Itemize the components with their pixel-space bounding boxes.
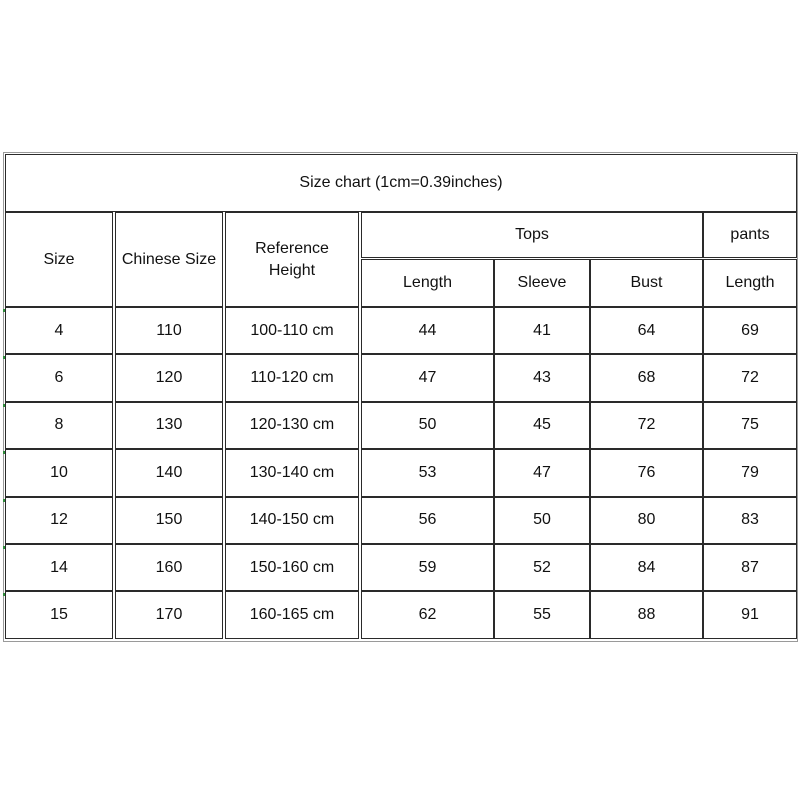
cell-value: 44	[418, 321, 437, 339]
cell-value: 120-130 cm	[249, 416, 335, 434]
header-tops-text: Tops	[515, 226, 549, 243]
cell-value: 150	[155, 511, 183, 529]
cell-value: 64	[637, 321, 656, 339]
cell-value: 10	[50, 463, 68, 481]
header-tops-sleeve	[494, 259, 590, 307]
header-pants-length-text: Length	[725, 274, 775, 291]
cell-size	[5, 307, 113, 354]
cell-chinese-size	[115, 354, 223, 401]
cell-tops-sleeve	[494, 591, 590, 638]
cell-value: 140	[155, 463, 183, 481]
cell-value: 140-150 cm	[249, 511, 335, 529]
cell-value: 110	[156, 321, 182, 339]
cell-pants-length	[703, 449, 797, 496]
cell-tops-length	[361, 591, 494, 638]
header-chinese-size-text: Chinese Size	[121, 250, 217, 268]
cell-size	[5, 402, 113, 449]
cell-reference-height	[225, 591, 359, 638]
cell-reference-height	[225, 307, 359, 354]
cell-tops-length	[361, 402, 494, 449]
cell-value: 47	[418, 369, 437, 387]
cell-pants-length	[703, 354, 797, 401]
cell-tops-sleeve	[494, 307, 590, 354]
cell-value: 170	[155, 606, 183, 624]
cell-tops-sleeve	[494, 402, 590, 449]
cell-tops-length	[361, 544, 494, 591]
header-tops	[361, 212, 703, 258]
cell-value: 50	[418, 416, 437, 434]
chart-title-text: Size chart (1cm=0.39inches)	[299, 174, 503, 191]
cell-tops-sleeve	[494, 449, 590, 496]
cell-value: 15	[50, 606, 68, 624]
cell-tops-bust	[590, 402, 703, 449]
cell-value: 43	[533, 369, 551, 387]
cell-pants-length	[703, 591, 797, 638]
header-tops-bust-text: Bust	[630, 274, 663, 291]
cell-reference-height	[225, 449, 359, 496]
cell-tops-bust	[590, 449, 703, 496]
cell-size	[5, 497, 113, 544]
cell-value: 87	[741, 558, 759, 576]
header-pants	[703, 212, 797, 258]
cell-value: 83	[741, 511, 759, 529]
cell-value: 45	[533, 416, 551, 434]
cell-value: 72	[741, 369, 759, 387]
cell-pants-length	[703, 497, 797, 544]
chart-title	[5, 154, 797, 212]
cell-value: 130-140 cm	[249, 463, 335, 481]
cell-value: 8	[54, 416, 64, 434]
cell-chinese-size	[115, 402, 223, 449]
cell-value: 56	[418, 511, 437, 529]
cell-value: 79	[741, 463, 759, 481]
cell-value: 110-120 cm	[250, 369, 334, 387]
cell-value: 120	[155, 369, 183, 387]
cell-reference-height	[225, 497, 359, 544]
cell-value: 59	[418, 558, 437, 576]
cell-value: 50	[533, 511, 551, 529]
cell-value: 41	[533, 321, 551, 339]
size-chart	[3, 152, 798, 642]
cell-value: 72	[637, 416, 656, 434]
header-tops-bust	[590, 259, 703, 307]
header-size-text: Size	[43, 250, 75, 268]
cell-tops-sleeve	[494, 544, 590, 591]
cell-value: 160	[155, 558, 183, 576]
header-tops-length-text: Length	[403, 274, 452, 291]
cell-value: 53	[418, 463, 437, 481]
cell-tops-bust	[590, 307, 703, 354]
cell-tops-bust	[590, 591, 703, 638]
cell-value: 80	[637, 511, 656, 529]
cell-tops-bust	[590, 497, 703, 544]
cell-value: 52	[533, 558, 551, 576]
cell-tops-bust	[590, 354, 703, 401]
header-tops-sleeve-text: Sleeve	[517, 274, 567, 291]
cell-value: 75	[741, 416, 759, 434]
cell-size	[5, 354, 113, 401]
cell-value: 91	[741, 606, 759, 624]
cell-value: 14	[50, 558, 68, 576]
cell-size	[5, 449, 113, 496]
header-chinese-size	[115, 212, 223, 307]
cell-chinese-size	[115, 591, 223, 638]
cell-tops-length	[361, 449, 494, 496]
cell-reference-height	[225, 544, 359, 591]
cell-value: 69	[741, 321, 759, 339]
cell-reference-height	[225, 402, 359, 449]
cell-chinese-size	[115, 449, 223, 496]
cell-value: 12	[50, 511, 68, 529]
cell-tops-sleeve	[494, 497, 590, 544]
cell-value: 150-160 cm	[249, 558, 335, 576]
cell-value: 47	[533, 463, 551, 481]
cell-tops-length	[361, 497, 494, 544]
cell-value: 88	[637, 606, 656, 624]
header-reference-height-text: Reference Height	[255, 239, 329, 279]
cell-chinese-size	[115, 544, 223, 591]
header-pants-text: pants	[730, 226, 770, 243]
cell-value: 84	[637, 558, 656, 576]
cell-tops-length	[361, 354, 494, 401]
cell-tops-length	[361, 307, 494, 354]
cell-value: 76	[637, 463, 656, 481]
cell-pants-length	[703, 402, 797, 449]
header-reference-height	[225, 212, 359, 307]
cell-value: 62	[418, 606, 437, 624]
cell-tops-sleeve	[494, 354, 590, 401]
cell-value: 160-165 cm	[249, 606, 335, 624]
cell-value: 100-110 cm	[250, 321, 334, 339]
cell-pants-length	[703, 544, 797, 591]
header-size	[5, 212, 113, 307]
cell-value: 4	[54, 321, 64, 339]
header-tops-length	[361, 259, 494, 307]
cell-reference-height	[225, 354, 359, 401]
cell-tops-bust	[590, 544, 703, 591]
cell-value: 130	[155, 416, 183, 434]
header-pants-length	[703, 259, 797, 307]
cell-chinese-size	[115, 307, 223, 354]
cell-chinese-size	[115, 497, 223, 544]
cell-value: 6	[54, 369, 64, 387]
cell-size	[5, 544, 113, 591]
cell-size	[5, 591, 113, 638]
cell-pants-length	[703, 307, 797, 354]
cell-value: 68	[637, 369, 656, 387]
cell-value: 55	[533, 606, 551, 624]
